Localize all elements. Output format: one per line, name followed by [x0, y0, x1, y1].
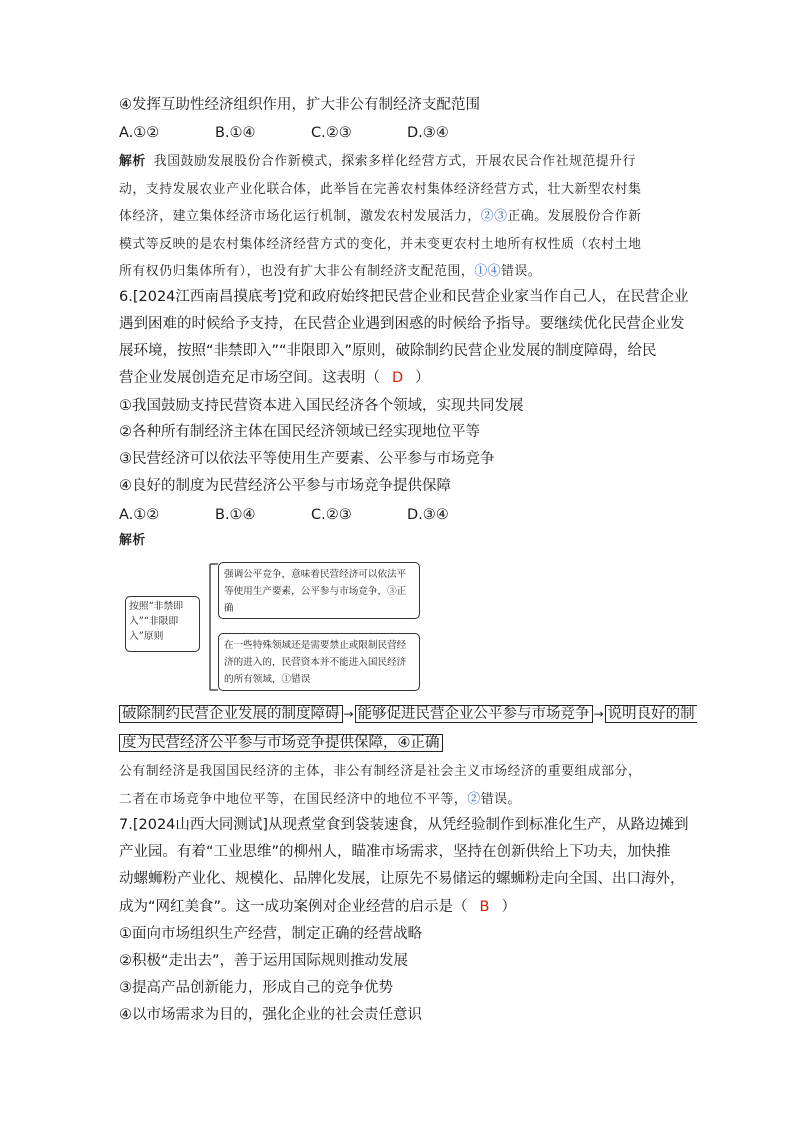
arrow-icon: →: [593, 707, 604, 721]
q7-option-2: ②积极“走出去”，善于运用国际规则推动发展: [119, 953, 409, 969]
note-line: 二者在市场竞争中地位平等，在国民经济中的地位不平等，②错误。: [119, 792, 521, 807]
choice-c: C.②③: [311, 125, 352, 141]
choice-b: B.①④: [215, 507, 256, 523]
mark-wrong: ②: [467, 792, 481, 807]
analysis-line: 动，支持发展农业产业化联合体，此举旨在完善农村集体经济经营方式，壮大新型农村集: [119, 182, 642, 197]
q7-stem-line: 7.[2024山西大同测试]从现煮堂食到袋装速食，从凭经验制作到标准化生产，从路边摊到: [119, 817, 689, 833]
q6-option-2: ②各种所有制经济主体在国民经济领域已经实现地位平等: [119, 424, 480, 440]
reasoning-chain-cont: [119, 733, 443, 753]
q6-stem-line: 遇到困难的时候给予支持，在民营企业遇到困惑的时候给予指导。要继续优化民营企业发: [119, 316, 685, 332]
diagram-box-wrong: 在一些特殊领域还是需要禁止或限制民营经济的进入的，民营资本并不能进入国民经济的所有领域，①错误: [218, 633, 420, 691]
chain-step-3b: 度为民营经济公平参与市场竞争提供保障，④正确: [119, 734, 443, 752]
note-line: 公有制经济是我国国民经济的主体，非公有制经济是社会主义市场经济的重要组成部分，: [119, 764, 642, 779]
choice-b: B.①④: [215, 125, 256, 141]
choice-a: A.①②: [119, 507, 160, 523]
q6-option-1: ①我国鼓励支持民营资本进入国民经济各个领域，实现共同发展: [119, 398, 524, 414]
q7-stem-line: 产业园。有着“工业思维”的柳州人，瞄准市场需求，坚持在创新供给上下功夫，加快推: [119, 844, 671, 860]
q6-stem-line: 展环境，按照“非禁即入”“非限即入”原则，破除制约民营企业发展的制度障碍，给民: [119, 343, 657, 359]
choice-d: D.③④: [407, 125, 449, 141]
analysis-line: 模式等反映的是农村集体经济经营方式的变化，并未变更农村土地所有权性质（农村土地: [119, 237, 642, 252]
analysis-label: 解析: [119, 154, 146, 169]
arrow-icon: →: [343, 707, 354, 721]
diagram-box-correct: 强调公平竞争，意味着民营经济可以依法平等使用生产要素，公平参与市场竞争，③正确: [218, 562, 420, 619]
q6-option-4: ④良好的制度为民营经济公平参与市场竞争提供保障: [119, 478, 451, 494]
analysis-line: 体经济，建立集体经济市场化运行机制，激发农村发展活力，②③正确。发展股份合作新: [119, 209, 642, 224]
q7-option-1: ①面向市场组织生产经营，制定正确的经营战略: [119, 926, 422, 942]
choice-c: C.②③: [311, 507, 352, 523]
option-4: ④发挥互助性经济组织作用，扩大非公有制经济支配范围: [119, 97, 480, 113]
q7-stem-line: 动螺蛳粉产业化、规模化、品牌化发展，让原先不易储运的螺蛳粉走向全国、出口海外，: [119, 871, 685, 887]
mark-wrong: ①④: [474, 264, 502, 279]
q6-option-3: ③民营经济可以依法平等使用生产要素、公平参与市场竞争: [119, 451, 495, 467]
q6-stem-line: 6.[2024江西南昌摸底考]党和政府始终把民营企业和民营企业家当作自己人，在民营企业: [119, 289, 689, 305]
chain-step-2: 能够促进民营企业公平参与市场竞争: [355, 705, 593, 723]
diagram-left-box: 按照“非禁即入”“非限即入”原则: [125, 596, 200, 652]
analysis-line: 所有权仍归集体所有），也没有扩大非公有制经济支配范围，①④错误。: [119, 264, 542, 279]
chain-step-3a: 说明良好的制: [605, 705, 697, 723]
choice-d: D.③④: [407, 507, 449, 523]
analysis-line: 解析 我国鼓励发展股份合作新模式，探索多样化经营方式，开展农民合作社规范提升行: [119, 154, 637, 169]
q6-answer: D: [392, 370, 404, 386]
mark-correct: ②③: [480, 209, 508, 224]
q7-stem-line: 成为“网红美食”。这一成功案例对企业经营的启示是（ B ）: [119, 899, 516, 915]
q6-analysis-label: 解析: [119, 533, 146, 548]
q7-option-4: ④以市场需求为目的，强化企业的社会责任意识: [119, 1007, 422, 1023]
q6-choice-row: [119, 505, 449, 525]
choice-a: A.①②: [119, 125, 160, 141]
q7-option-3: ③提高产品创新能力，形成自己的竞争优势: [119, 980, 393, 996]
q7-answer: B: [479, 899, 490, 915]
q6-stem-line: 营企业发展创造充足市场空间。这表明（ D ）: [119, 370, 430, 386]
choice-row: [119, 123, 449, 143]
chain-step-1: 破除制约民营企业发展的制度障碍: [119, 705, 343, 723]
reasoning-chain: [119, 704, 697, 724]
